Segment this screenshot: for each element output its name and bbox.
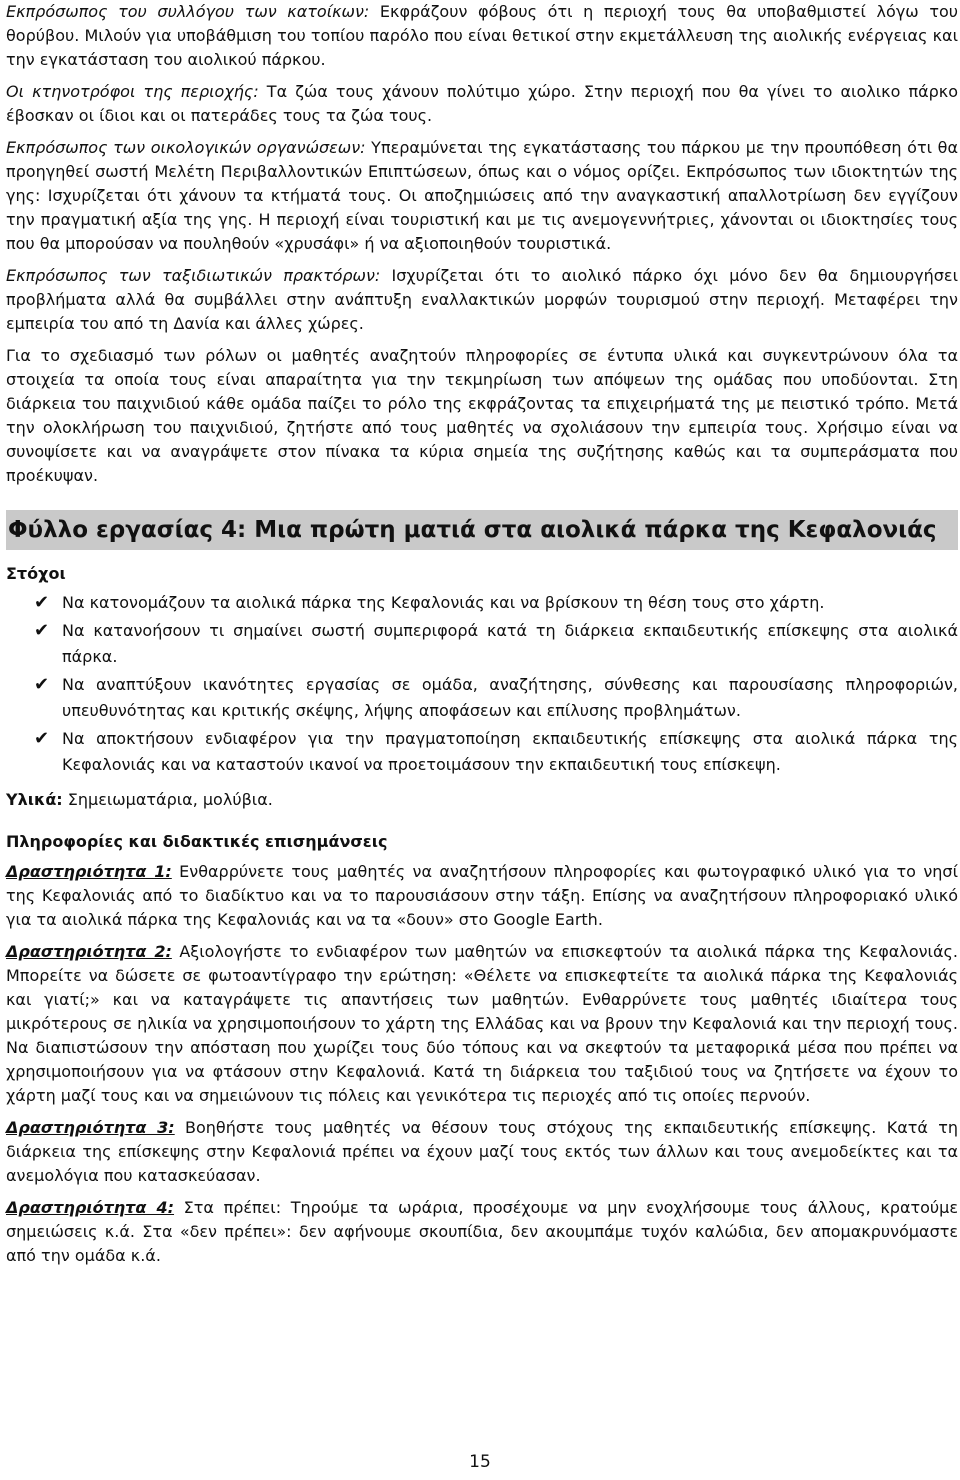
info-heading: Πληροφορίες και διδακτικές επισημάνσεις <box>6 832 388 851</box>
activity-label: Δραστηριότητα 3: <box>6 1118 175 1137</box>
paragraph-role-design <box>6 344 958 488</box>
materials-label: Υλικά: <box>6 790 63 809</box>
paragraph-residents <box>6 0 958 72</box>
activity-text: Ενθαρρύνετε τους μαθητές να αναζητήσουν πληροφορίες και φωτογραφικό υλικό για το νησί της Κεφαλονιάς από το διαδίκτυο και να το παρουσιάσουν στην τάξη. Επίσης να αναζητήσουν πληροφοριακό υλικό για τα αιολικά πάρκα της Κεφαλονιάς και να τα «δουν» στο Google Earth. <box>6 862 958 929</box>
activity-1 <box>6 860 958 932</box>
role-text: Για το σχεδιασμό των ρόλων οι μαθητές αναζητούν πληροφορίες σε έντυπα υλικά και συγκεντρώνουν όλα τα στοιχεία τα οποία τους είναι απαραίτητα για την τεκμηρίωση των απόψεων της ομάδας που υποδύονται. Στη διάρκεια του παιχνιδιού κάθε ομάδα παίζει το ρόλο της εκφράζοντας τα επιχειρήματά της με πειστικό τρόπο. Μετά την ολοκλήρωση του παιχνιδιού, ζητήστε από τους μαθητές να σχολιάσουν την εμπειρία τους. Χρήσιμο είναι να συνοψίσετε και να αναγράψετε στον πίνακα τα κύρια σημεία της συζήτησης καθώς και τα συμπεράσματα που προέκυψαν. <box>6 346 958 485</box>
role-text: Εκφράζουν φόβους ότι η περιοχή τους θα υποβαθμιστεί λόγω του θορύβου. Μιλούν για υποβάθμιση του τοπίου παρόλο που είναι θετικοί στην εκμετάλλευση της αιολικής ενέργειας και την εγκατάσταση του αιολικού πάρκου. <box>6 2 958 69</box>
check-icon: ✔ <box>34 592 50 613</box>
role-label: Εκπρόσωπος του συλλόγου των κατοίκων: <box>6 2 370 21</box>
goals-list <box>6 590 958 778</box>
check-icon: ✔ <box>34 674 50 695</box>
materials-text: Σημειωματάρια, μολύβια. <box>62 790 273 809</box>
role-text: Υπεραμύνεται της εγκατάστασης του πάρκου με την προυπόθεση ότι θα προηγηθεί σωστή Μελέτη Περιβαλλοντικών Επιπτώσεων, όπως και ο νόμος ορίζει. Εκπρόσωπος των ιδιοκτητών της γης: Ισχυρίζεται ότι χάνουν τα κτήματά τους. Οι αποζημιώσεις από την αναγκαστική απαλλοτρίωση δεν εγγίζουν την πραγματική αξία της γης. Η περιοχή είναι τουριστική και με τις ανεμογεννήτριες, χάνονται οι ιδιοκτησίες τους που θα μπορούσαν να πουληθούν «χρυσάφι» ή να αξιοποιηθούν τουριστικά. <box>6 138 958 253</box>
activity-label: Δραστηριότητα 2: <box>6 942 172 961</box>
worksheet-title: Φύλλο εργασίας 4: Μια πρώτη ματιά στα αιολικά πάρκα της Κεφαλονιάς <box>8 517 937 543</box>
paragraph-travel-agents <box>6 264 958 336</box>
activity-text: Βοηθήστε τους μαθητές να θέσουν τους στόχους της εκπαιδευτικής επίσκεψης. Κατά τη διάρκεια της επίσκεψης στην Κεφαλονιά πρέπει να έχουν μαζί τους εκτός των άλλων και τους ανεμοδείκτες και τα ανεμολόγια που κατασκεύασαν. <box>6 1118 958 1185</box>
paragraph-farmers <box>6 80 958 128</box>
activity-3 <box>6 1116 958 1188</box>
activity-text: Αξιολογήστε το ενδιαφέρον των μαθητών να επισκεφτούν τα αιολικά πάρκα της Κεφαλονιάς. Μπορείτε να δώσετε σε φωτοαντίγραφο την ερώτηση: «Θέλετε να επισκεφτείτε τα αιολικά πάρκα της Κεφαλονιάς και γιατί;» και να καταγράψετε τις απαντήσεις των μαθητών. Ενθαρρύνετε τους μαθητές ιδιαίτερα τους μικρότερους σε ηλικία να χρησιμοποιήσουν το χάρτη της Ελλάδας και να βρουν την Κεφαλονιά και την περιοχή τους. Να διαπιστώσουν την απόσταση που χωρίζει τους δύο τόπους και να σκεφτούν τα μεταφορικά μέσα που πρέπει να χρησιμοποιήσουν για να φτάσουν στην Κεφαλονιά. Κατά τη διάρκεια του ταξιδιού τους να ζητήσετε να έχουν το χάρτη μαζί τους και να σημειώνουν τις πόλεις και γενικότερα τις περιοχές από τις οποίες περνούν. <box>6 942 958 1105</box>
goals-heading: Στόχοι <box>6 564 66 583</box>
activity-label: Δραστηριότητα 4: <box>6 1198 175 1217</box>
role-label: Εκπρόσωπος των ταξιδιωτικών πρακτόρων: <box>6 266 381 285</box>
goal-text: Να αναπτύξουν ικανότητες εργασίας σε ομάδα, αναζήτησης, σύνθεσης και παρουσίασης πληροφοριών, υπευθυνότητας και κριτικής σκέψης, λήψης αποφάσεων και επίλυσης προβλημάτων. <box>62 675 958 720</box>
goal-text: Να αποκτήσουν ενδιαφέρον για την πραγματοποίηση εκπαιδευτικής επίσκεψης στα αιολικά πάρκα της Κεφαλονιάς και να καταστούν ικανοί να προετοιμάσουν την εκπαιδευτική τους επίσκεψη. <box>62 729 958 774</box>
activity-text: Στα πρέπει: Τηρούμε τα ωράρια, προσέχουμε να μην ενοχλήσουμε τους άλλους, κρατούμε σημειώσεις κ.ά. Στα «δεν πρέπει»: δεν αφήνουμε σκουπίδια, δεν ακουμπάμε τυχόν καλώδια, δεν απομακρυνόμαστε από την ομάδα κ.ά. <box>6 1198 958 1265</box>
role-label: Οι κτηνοτρόφοι της περιοχής: <box>6 82 259 101</box>
page-number: 15 <box>469 1452 491 1472</box>
document-page <box>6 0 958 1268</box>
materials-line <box>6 788 958 812</box>
goal-item <box>34 590 958 616</box>
role-text: Τα ζώα τους χάνουν πολύτιμο χώρο. Στην περιοχή που θα γίνει το αιολικο πάρκο έβοσκαν οι ίδιοι και οι πατεράδες τους τα ζώα τους. <box>6 82 959 125</box>
check-icon: ✔ <box>34 620 50 641</box>
goal-text: Να κατονομάζουν τα αιολικά πάρκα της Κεφαλονιάς και να βρίσκουν τη θέση τους στο χάρτη. <box>62 593 825 612</box>
check-icon: ✔ <box>34 728 50 749</box>
goal-item <box>34 726 958 778</box>
worksheet-title-banner <box>6 510 958 550</box>
activity-label: Δραστηριότητα 1: <box>6 862 172 881</box>
goal-text: Να κατανοήσουν τι σημαίνει σωστή συμπεριφορά κατά τη διάρκεια εκπαιδευτικής επίσκεψης στα αιολικά πάρκα. <box>62 621 958 666</box>
activity-4 <box>6 1196 958 1268</box>
role-label: Εκπρόσωπος των οικολογικών οργανώσεων: <box>6 138 366 157</box>
role-text: Ισχυρίζεται ότι το αιολικό πάρκο όχι μόνο δεν θα δημιουργήσει προβλήματα αλλά θα συμβάλλει στην ανάπτυξη εναλλακτικών μορφών τουρισμού στην περιοχή. Μεταφέρει την εμπειρία του από τη Δανία και άλλες χώρες. <box>6 266 958 333</box>
activity-2 <box>6 940 958 1108</box>
goal-item <box>34 672 958 724</box>
goal-item <box>34 618 958 670</box>
paragraph-ecologists <box>6 136 958 256</box>
